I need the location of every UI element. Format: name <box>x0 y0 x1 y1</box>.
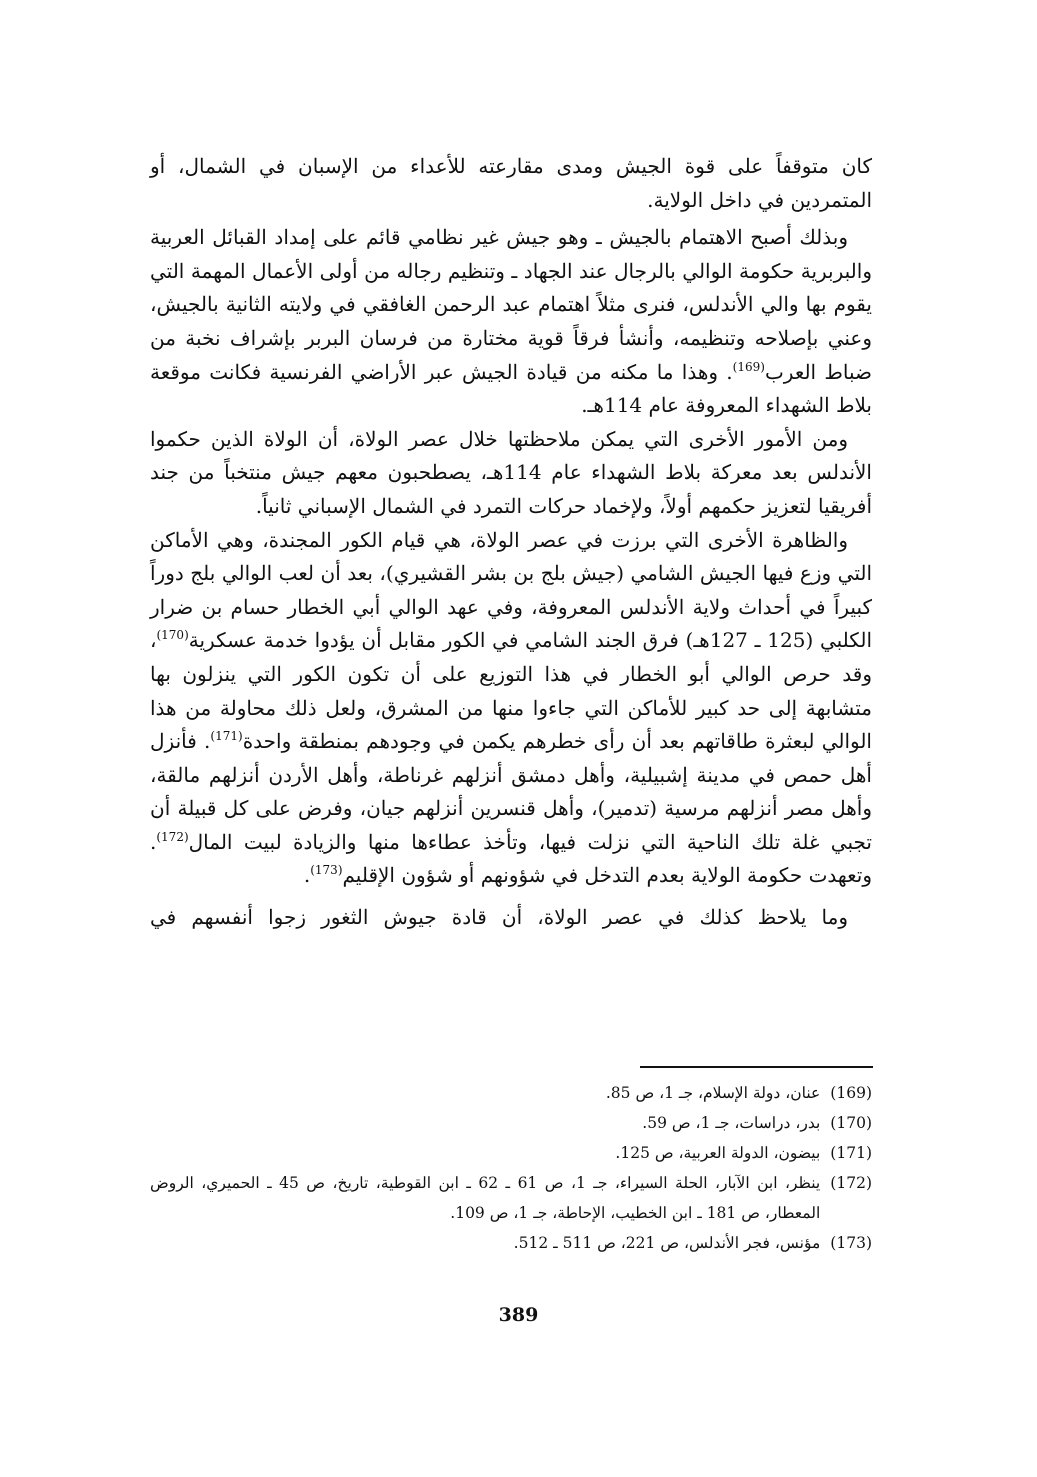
footnote-ref-171: (171) <box>210 729 243 744</box>
paragraph-1 <box>150 150 872 217</box>
footnote-ref-170: (170) <box>156 628 189 643</box>
paragraph-2-text-a: وبذلك أصبح الاهتمام بالجيش ـ وهو جيش غير نظامي قائم على إمداد القبائل العربية والبربرية حكومة الوالي بالرجال عند الجهاد ـ وتنظيم رجاله من أولى الأعمال المهمة التي يقوم بها والي الأندلس، فنرى مثلاً اهتمام عبد الرحمن الغافقي في ولايته الثانية بالجيش، وعني بإصلاحه وتنظيمه، وأنشأ فرقاً قوية مختارة من فرسان البربر بإشراف نخبة من ضباط العرب <box>150 225 872 384</box>
main-text <box>150 150 872 935</box>
footnote-169 <box>150 1078 872 1108</box>
paragraph-2 <box>150 221 872 423</box>
footnote-number: (172) <box>830 1174 872 1192</box>
paragraph-4-text-d: . وتعهدت حكومة الولاية بعدم التدخل في شؤونهم أو شؤون الإقليم <box>150 829 872 888</box>
footnote-170 <box>150 1108 872 1138</box>
paragraph-4-text-e: . <box>303 863 311 888</box>
footnote-number: (169) <box>830 1084 872 1102</box>
footnote-number: (170) <box>830 1114 872 1132</box>
footnote-173 <box>150 1228 872 1258</box>
paragraph-4-text-c: . فأنزل أهل حمص في مدينة إشبيلية، وأهل دمشق أنزلهم غرناطة، وأهل الأردن أنزلهم مالقة، وأهل مصر أنزلهم مرسية (تدمير)، وأهل قنسرين أنزلهم جيان، وفرض على كل قبيلة أن تجبي غلة تلك الناحية التي نزلت فيها، وتأخذ عطاءها منها والزيادة لبيت المال <box>150 729 872 854</box>
footnote-divider <box>640 1066 873 1068</box>
paragraph-2-text-b: . وهذا ما مكنه من قيادة الجيش عبر الأراضي الفرنسية فكانت موقعة بلاط الشهداء المعروفة عام 114هـ. <box>150 359 872 418</box>
paragraph-1-line-1: كان متوقفاً على قوة الجيش ومدى مقارعته للأعداء من الإسبان في الشمال، أو <box>150 154 872 178</box>
footnote-number: (173) <box>830 1234 872 1252</box>
footnote-172 <box>150 1168 872 1228</box>
paragraph-5-text: وما يلاحظ كذلك في عصر الولاة، أن قادة جيوش الثغور زجوا أنفسهم في <box>150 905 848 930</box>
page-number: 389 <box>498 1304 539 1326</box>
footnotes <box>150 1078 872 1258</box>
footnote-text: بدر، دراسات، جـ 1، ص 59. <box>642 1114 821 1132</box>
paragraph-3 <box>150 423 872 524</box>
footnote-text: بيضون، الدولة العربية، ص 125. <box>615 1144 821 1162</box>
paragraph-4-text-b: ، وقد حرص الوالي أبو الخطار في هذا التوزيع على أن تكون الكور التي ينزلون بها متشابهة إلى حد كبير للأماكن التي جاءوا منها من المشرق، ولعل ذلك محاولة من هذا الوالي لبعثرة طاقاتهم بعد أن رأى خطرهم يكمن في وجودهم بمنطقة واحدة <box>150 628 872 754</box>
paragraph-4 <box>150 524 872 894</box>
paragraph-3-text: ومن الأمور الأخرى التي يمكن ملاحظتها خلال عصر الولاة، أن الولاة الذين حكموا الأندلس بعد معركة بلاط الشهداء عام 114هـ، يصطحبون معهم جيش منتخباً من جند أفريقيا لتعزيز حكمهم أولاً، ولإخماد حركات التمرد في الشمال الإسباني ثانياً. <box>150 426 872 518</box>
footnote-text: ينظر، ابن الآبار، الحلة السيراء، جـ 1، ص 61 ـ 62 ـ ابن القوطية، تاريخ، ص 45 ـ الحميري، الروض المعطار، ص 181 ـ ابن الخطيب، الإحاطة، جـ 1، ص 109. <box>150 1174 821 1222</box>
footnote-number: (171) <box>830 1144 872 1162</box>
footnote-171 <box>150 1138 872 1168</box>
footnote-ref-169: (169) <box>732 359 765 374</box>
paragraph-5 <box>150 901 872 935</box>
footnote-text: مؤنس، فجر الأندلس، ص 221، ص 511 ـ 512. <box>513 1234 821 1252</box>
footnote-ref-173: (173) <box>310 863 343 878</box>
paragraph-4-text-a: والظاهرة الأخرى التي برزت في عصر الولاة، هي قيام الكور المجندة، وهي الأماكن التي وزع فيها الجيش الشامي (جيش بلج بن بشر القشيري)، بعد أن لعب الوالي بلج دوراً كبيراً في أحداث ولاية الأندلس المعروفة، وفي عهد الوالي أبي الخطار حسام بن ضرار الكلبي (125 ـ 127هـ) فرق الجند الشامي في الكور مقابل أن يؤدوا خدمة عسكرية <box>150 527 872 653</box>
footnote-text: عنان، دولة الإسلام، جـ 1، ص 85. <box>605 1084 821 1102</box>
footnote-ref-172: (172) <box>156 829 189 844</box>
paragraph-1-line-2: المتمردين في داخل الولاية. <box>647 187 872 212</box>
